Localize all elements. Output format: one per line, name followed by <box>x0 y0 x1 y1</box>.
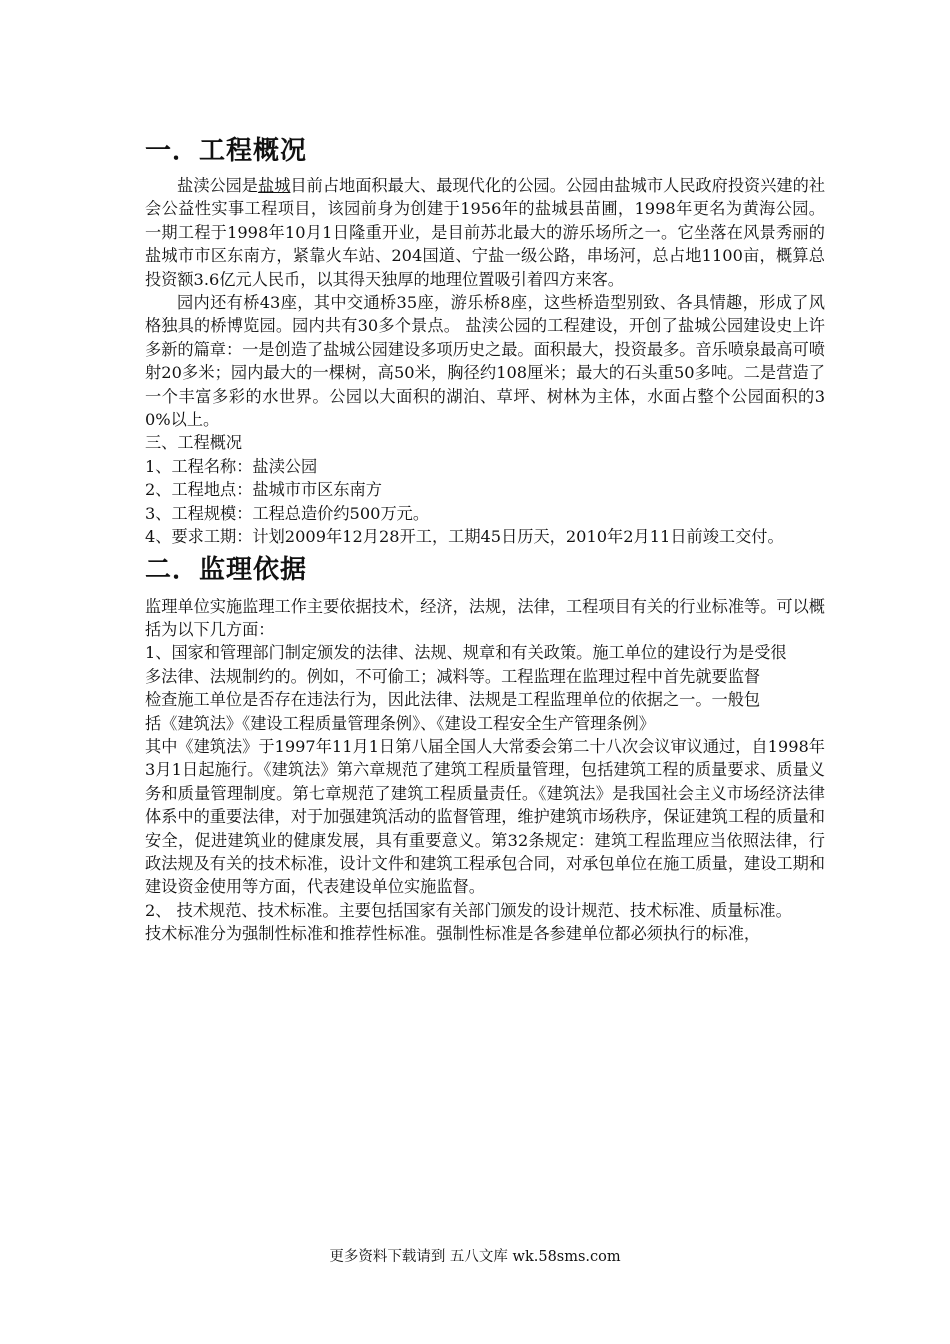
section-1-heading: 一．工程概况 <box>145 136 308 166</box>
project-item-scale: 3、工程规模：工程总造价约500万元。 <box>145 503 430 523</box>
project-item-location: 2、工程地点：盐城市市区东南方 <box>145 480 382 500</box>
section-2-intro: 监理单位实施监理工作主要依据技术，经济，法规，法律，工程项目有关的行业标准等。可以概括为以下几方面： <box>145 596 825 639</box>
document-page <box>145 130 825 946</box>
para1-text-start: 盐渎公园是 <box>177 176 259 195</box>
section-1-paragraph-2: 园内还有桥43座，其中交通桥35座，游乐桥8座，这些桥造型别致、各具情趣，形成了风格独具的桥博览园。园内共有30多个景点。 盐渎公园的工程建设，开创了盐城公园建设史上许多新的篇章：一是创造了盐城公园建设多项历史之最。面积最大，投资最多。音乐喷泉最高可喷射20多米；园内最大的一棵树，高50米，胸径约108厘米；最大的石头重50多吨。二是营造了一个丰富多彩的水世界。公园以大面积的湖泊、草坪、树林为主体，水面占整个公园面积的30%以上。 <box>145 293 825 430</box>
section-1-paragraph-1 <box>145 174 825 291</box>
basis-item-1-line-a: 多法律、法规制约的。例如，不可偷工；减料等。工程监理在监理过程中首先就要监督 <box>145 666 761 686</box>
basis-item-2: 2、 技术规范、技术标准。主要包括国家有关部门颁发的设计规范、技术标准、质量标准。 <box>145 900 792 920</box>
basis-item-1: 1、国家和管理部门制定颁发的法律、法规、规章和有关政策。施工单位的建设行为是受很 <box>145 643 787 663</box>
yancheng-link[interactable]: 盐城 <box>258 176 291 195</box>
construction-law-paragraph: 其中《建筑法》于1997年11月1日第八届全国人大常委会第二十八次会议审议通过，自1998年3月1日起施行。《建筑法》第六章规范了建筑工程质量管理，包括建筑工程的质量要求、质量义务和质量管理制度。第七章规范了建筑工程质量责任。《建筑法》是我国社会主义市场经济法律体系中的重要法律，对于加强建筑活动的监督管理，维护建筑市场秩序，保证建筑工程的质量和安全，促进建筑业的健康发展，具有重要意义。第32条规定：建筑工程监理应当依照法律，行政法规及有关的技术标准，设计文件和建筑工程承包合同，对承包单位在施工质量，建设工期和建设资金使用等方面，代表建设单位实施监督。 <box>145 736 825 897</box>
project-item-schedule: 4、要求工期：计划2009年12月28开工，工期45日历天，2010年2月11日前竣工交付。 <box>145 527 784 547</box>
footer-download-note: 更多资料下载请到 五八文库 wk.58sms.com <box>329 1249 621 1265</box>
basis-item-1-line-c: 括《建筑法》《建设工程质量管理条例》、《建设工程安全生产管理条例》 <box>145 713 655 733</box>
technical-standard-paragraph: 技术标准分为强制性标准和推荐性标准。强制性标准是各参建单位都必须执行的标准， <box>145 924 761 944</box>
basis-item-1-line-b: 检查施工单位是否存在违法行为，因此法律、法规是工程监理单位的依据之一。一般包 <box>145 690 761 710</box>
project-item-name: 1、工程名称：盐渎公园 <box>145 456 318 476</box>
section-2-heading: 二．监理依据 <box>145 554 308 585</box>
para1-text-rest: 目前占地面积最大、最现代化的公园。公园由盐城市人民政府投资兴建的社会公益性实事工程项目，该园前身为创建于1956年的盐城县苗圃，1998年更名为黄海公园。一期工程于1998年10月1日隆重开业，是目前苏北最大的游乐场所之一。它坐落在风景秀丽的盐城市市区东南方，紧靠火车站、204国道、宁盐一级公路，串场河，总占地1100亩，概算总投资额3.6亿元人民币，以其得天独厚的地理位置吸引着四方来客。 <box>145 176 826 289</box>
section-1-subheading: 三、工程概况 <box>145 433 243 453</box>
